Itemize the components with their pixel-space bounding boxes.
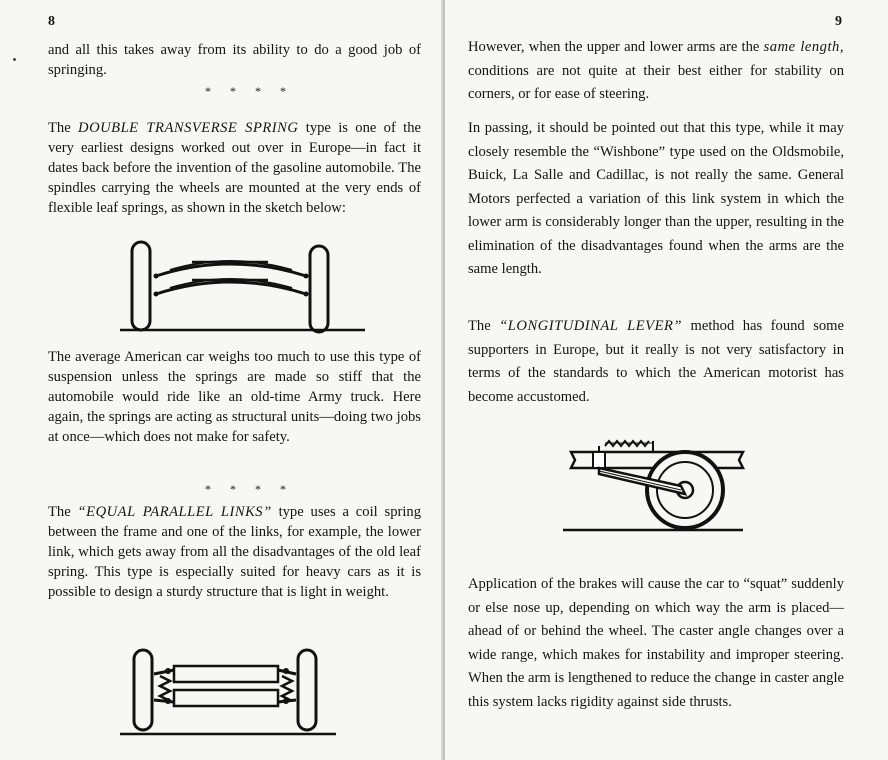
- left-paragraph-2: [48, 118, 421, 218]
- para4-body: type uses a coil spring between the frame and one of the links, for example, the lower link, which gets away from all the disadvantages of the old leaf spring. This type is especially suited for heavy cars as it is possible to design a sturdy structure that is light in weight.: [48, 504, 422, 600]
- page-number-left: 8: [48, 14, 55, 29]
- para2-body: type is one of the very earliest designs worked out over in Europe—in fact it dates back before the invention of the gasoline automobile. The spindles carrying the wheels are mounted at the very ends of flexible leaf springs, as shown in the sketch below:: [48, 120, 421, 216]
- para3-body: method has found some supporters in Europe, but it really is not very satisfactory in terms of the standards to which the American motorist has become accustomed.: [468, 318, 845, 405]
- section-separator-2: * * * *: [205, 482, 294, 496]
- equal-parallel-links-term: “EQUAL PARALLEL LINKS”: [77, 504, 272, 520]
- right-paragraph-4: Application of the brakes will cause the car to “squat” suddenly or else nose up, depending on which way the arm is placed—ahead of or behind the wheel. The caster angle changes over a wide range, which makes for instability and improper steering. When the arm is lengthened to reduce the change in caster angle this system lacks rigidity against side thrusts.: [468, 576, 844, 710]
- longitudinal-lever-term: “LONGITUDINAL LEVER”: [499, 318, 683, 334]
- right-paragraph-3: [468, 315, 844, 409]
- para1-body: conditions are not quite at their best either for stability on corners, or for ease of steering.: [468, 62, 844, 102]
- double-transverse-spring-term: DOUBLE TRANSVERSE SPRING: [78, 120, 299, 136]
- left-paragraph-3: The average American car weighs too much to use this type of suspension unless the springs are made so stiff that the automobile would ride like an old-time Army truck. Here again, the springs are acting as structural units—doing two jobs at once—which does not make for safety.: [48, 349, 421, 445]
- left-paragraph-1: and all this takes away from its ability to do a good job of springing.: [48, 42, 421, 78]
- left-page: [0, 0, 443, 760]
- left-paragraph-4: [48, 502, 421, 602]
- right-page: [445, 0, 888, 760]
- right-paragraph-1: [468, 36, 844, 107]
- para3-intro: The: [468, 318, 491, 334]
- para2-intro: The: [48, 120, 71, 136]
- page-number-right: 9: [835, 14, 842, 29]
- para4-intro: The: [48, 504, 71, 520]
- double-transverse-spring-figure: [120, 236, 380, 336]
- section-separator-1: * * * *: [205, 84, 294, 98]
- same-length-term: same length,: [763, 39, 844, 55]
- right-paragraph-2: In passing, it should be pointed out that this type, while it may closely resemble the “Wishbone” type used on the Oldsmobile, Buick, La Salle and Cadillac, is not really the same. General Motors perfected a variation of this link system in which the lower arm is considerably longer than the upper, resulting in the elimination of the disadvantages found when the arms are the same length.: [468, 120, 844, 277]
- equal-parallel-links-figure: [108, 644, 348, 740]
- page-speck: [13, 58, 16, 61]
- para1-start: However, when the upper and lower arms are the: [468, 39, 760, 55]
- longitudinal-lever-figure: [563, 438, 753, 538]
